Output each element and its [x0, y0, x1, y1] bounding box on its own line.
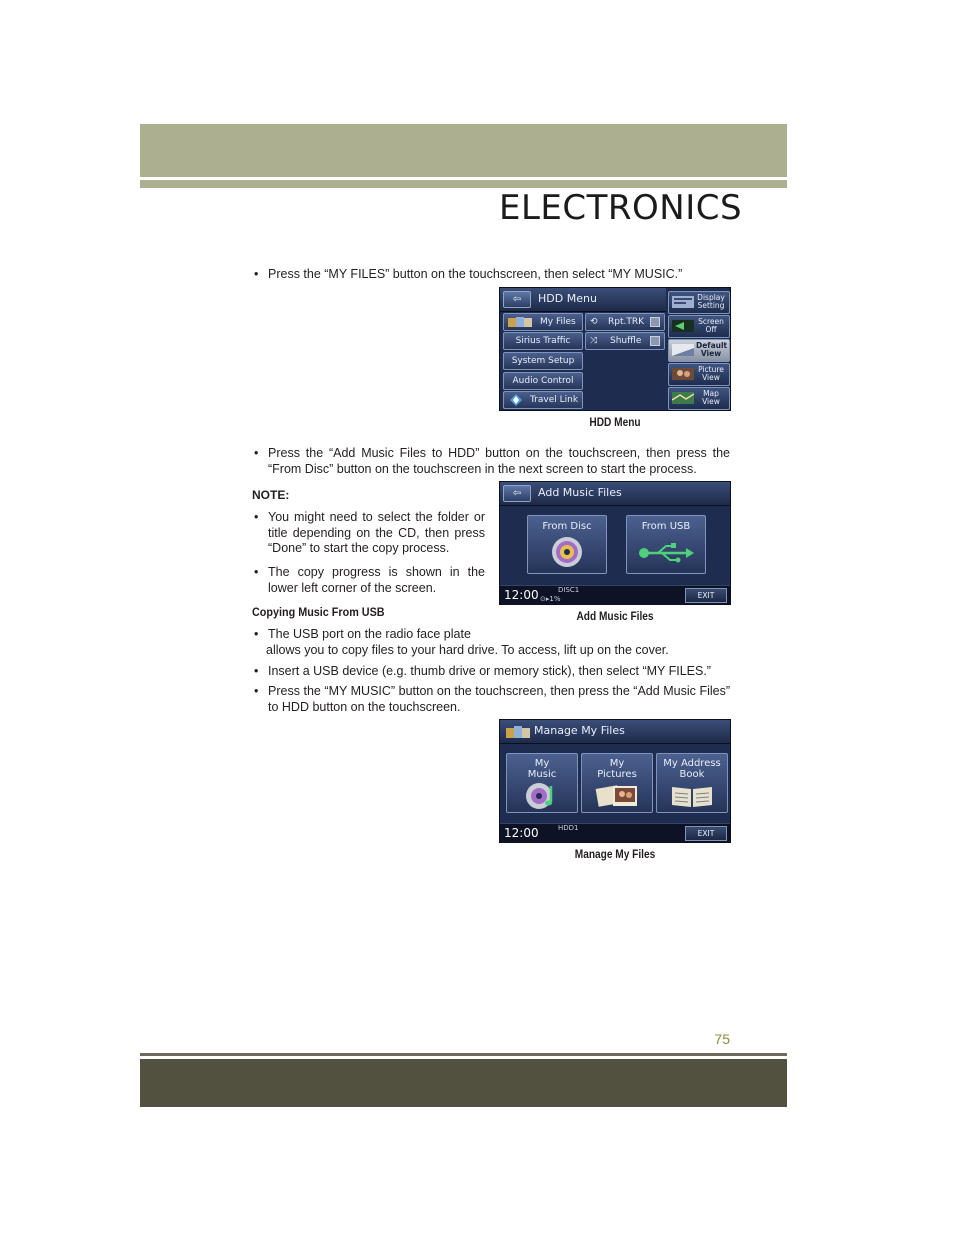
bullet-text: Press the “MY MUSIC” button on the touchscreen, then press the “Add Music Files” to HDD button on the touchscreen.	[268, 684, 730, 714]
bullet-text: Press the “MY FILES” button on the touchscreen, then select “MY MUSIC.”	[268, 267, 683, 281]
hdd-menu-caption: HDD Menu	[589, 417, 641, 429]
clock: 12:00	[504, 588, 539, 602]
my-music-button[interactable]	[506, 753, 578, 813]
from-disc-button[interactable]	[527, 515, 607, 574]
bullet-text: The copy progress is shown in the lower left corner of the screen.	[268, 565, 485, 595]
back-button[interactable]	[503, 291, 531, 308]
note-bullet-folder	[254, 510, 485, 557]
note-bullet-progress	[254, 565, 485, 596]
bullet-dot: •	[254, 627, 259, 641]
my-pictures-label: My Pictures	[597, 758, 637, 780]
hdd-menu-screen	[499, 287, 731, 411]
manage-my-files-caption: Manage My Files	[574, 849, 656, 861]
back-button[interactable]	[503, 485, 531, 502]
map-view-button[interactable]	[668, 387, 730, 410]
exit-button[interactable]: EXIT	[685, 826, 727, 841]
travel-link-label: Travel Link	[530, 395, 579, 405]
bullet-dot: •	[254, 267, 259, 281]
page-number: 75	[714, 1031, 730, 1047]
bullet-text: Insert a USB device (e.g. thumb drive or memory stick), then select “MY FILES.”	[268, 664, 711, 678]
bullet-text-line2: allows you to copy files to your hard drive. To access, lift up on the cover.	[266, 643, 669, 657]
bullet-text-line1: The USB port on the radio face plate	[268, 627, 471, 641]
my-files-button[interactable]	[503, 313, 583, 331]
hdd-menu-title: HDD Menu	[538, 292, 597, 305]
shuffle-label: Shuffle	[610, 336, 642, 346]
add-music-status-bar	[500, 585, 730, 604]
repeat-track-label: Rpt.TRK	[608, 317, 645, 327]
picture-view-button[interactable]	[668, 363, 730, 386]
pictures-icon	[595, 783, 639, 809]
from-usb-label: From USB	[641, 521, 691, 532]
disc-icon	[551, 536, 583, 568]
repeat-checkbox[interactable]	[650, 317, 660, 327]
usb-icon	[638, 542, 694, 564]
shuffle-checkbox[interactable]	[650, 336, 660, 346]
clock: 12:00	[504, 826, 539, 840]
manage-files-title: Manage My Files	[534, 724, 625, 737]
folder-icon	[506, 725, 530, 739]
source-label: DISC1	[558, 586, 580, 594]
music-disc-icon	[525, 782, 559, 810]
bullet-my-files	[254, 267, 730, 283]
usb-bullet-port	[254, 627, 730, 643]
repeat-icon: ⟲	[590, 317, 598, 327]
back-arrow-icon: ⇦	[512, 294, 522, 305]
bullet-text: You might need to select the folder or title depending on the CD, then press “Done” to start the copy process.	[268, 510, 485, 555]
picture-view-label: Picture View	[698, 365, 724, 382]
screen-off-label: Screen Off	[698, 317, 724, 334]
my-files-label: My Files	[540, 317, 576, 327]
display-setting-button[interactable]	[668, 291, 730, 314]
my-pictures-button[interactable]	[581, 753, 653, 813]
audio-control-button[interactable]: Audio Control	[503, 372, 583, 390]
bullet-dot: •	[254, 510, 259, 524]
compass-icon	[510, 394, 522, 406]
shuffle-icon: ⤨	[590, 336, 598, 346]
source-label: HDD1	[558, 824, 579, 832]
footer-band	[140, 1059, 787, 1107]
travel-link-button[interactable]	[503, 391, 583, 409]
header-rule	[140, 180, 787, 188]
section-title: ELECTRONICS	[499, 188, 743, 228]
add-music-title: Add Music Files	[538, 486, 622, 499]
add-music-files-caption: Add Music Files	[576, 611, 654, 623]
bullet-text: Press the “Add Music Files to HDD” button on the touchscreen, then press the “From Disc” button on the touchscreen in the next screen to start the process.	[268, 446, 730, 476]
bullet-dot: •	[254, 664, 259, 678]
sirius-traffic-button[interactable]: Sirius Traffic	[503, 332, 583, 350]
display-setting-label: Display Setting	[697, 293, 725, 310]
my-address-book-button[interactable]	[656, 753, 728, 813]
shuffle-toggle[interactable]	[585, 332, 665, 350]
hdd-menu-title-bar	[500, 288, 666, 312]
manage-files-status-bar	[500, 823, 730, 842]
folder-icon	[507, 316, 533, 328]
default-view-label: Default View	[696, 341, 728, 358]
manage-files-title-bar	[500, 720, 730, 744]
usb-bullet-insert	[254, 664, 730, 680]
from-disc-label: From Disc	[542, 521, 592, 532]
screen-off-icon	[672, 319, 694, 333]
from-usb-button[interactable]	[626, 515, 706, 574]
picture-view-icon	[672, 367, 694, 381]
header-band	[140, 124, 787, 177]
copy-progress: ⊙▸1%	[540, 595, 561, 603]
default-view-icon	[672, 343, 694, 357]
manage-my-files-screen	[499, 719, 731, 843]
bullet-dot: •	[254, 565, 259, 579]
screen-off-button[interactable]	[668, 315, 730, 338]
usb-heading: Copying Music From USB	[252, 605, 385, 619]
exit-button[interactable]: EXIT	[685, 588, 727, 603]
default-view-button[interactable]	[668, 339, 730, 362]
display-setting-icon	[672, 295, 694, 309]
my-address-book-label: My Address Book	[663, 758, 721, 780]
usb-bullet-port-continued	[266, 643, 730, 659]
usb-bullet-my-music	[254, 684, 730, 715]
system-setup-button[interactable]: System Setup	[503, 352, 583, 370]
bullet-add-music	[254, 446, 730, 477]
add-music-files-screen	[499, 481, 731, 605]
map-view-icon	[672, 391, 694, 405]
note-heading: NOTE:	[252, 488, 290, 502]
map-view-label: Map View	[702, 389, 720, 406]
bullet-dot: •	[254, 684, 259, 698]
footer-rule	[140, 1053, 787, 1056]
add-music-title-bar	[500, 482, 730, 506]
address-book-icon	[671, 784, 713, 808]
back-arrow-icon: ⇦	[512, 488, 522, 499]
my-music-label: My Music	[527, 758, 557, 780]
bullet-dot: •	[254, 446, 259, 460]
repeat-track-toggle[interactable]	[585, 313, 665, 331]
